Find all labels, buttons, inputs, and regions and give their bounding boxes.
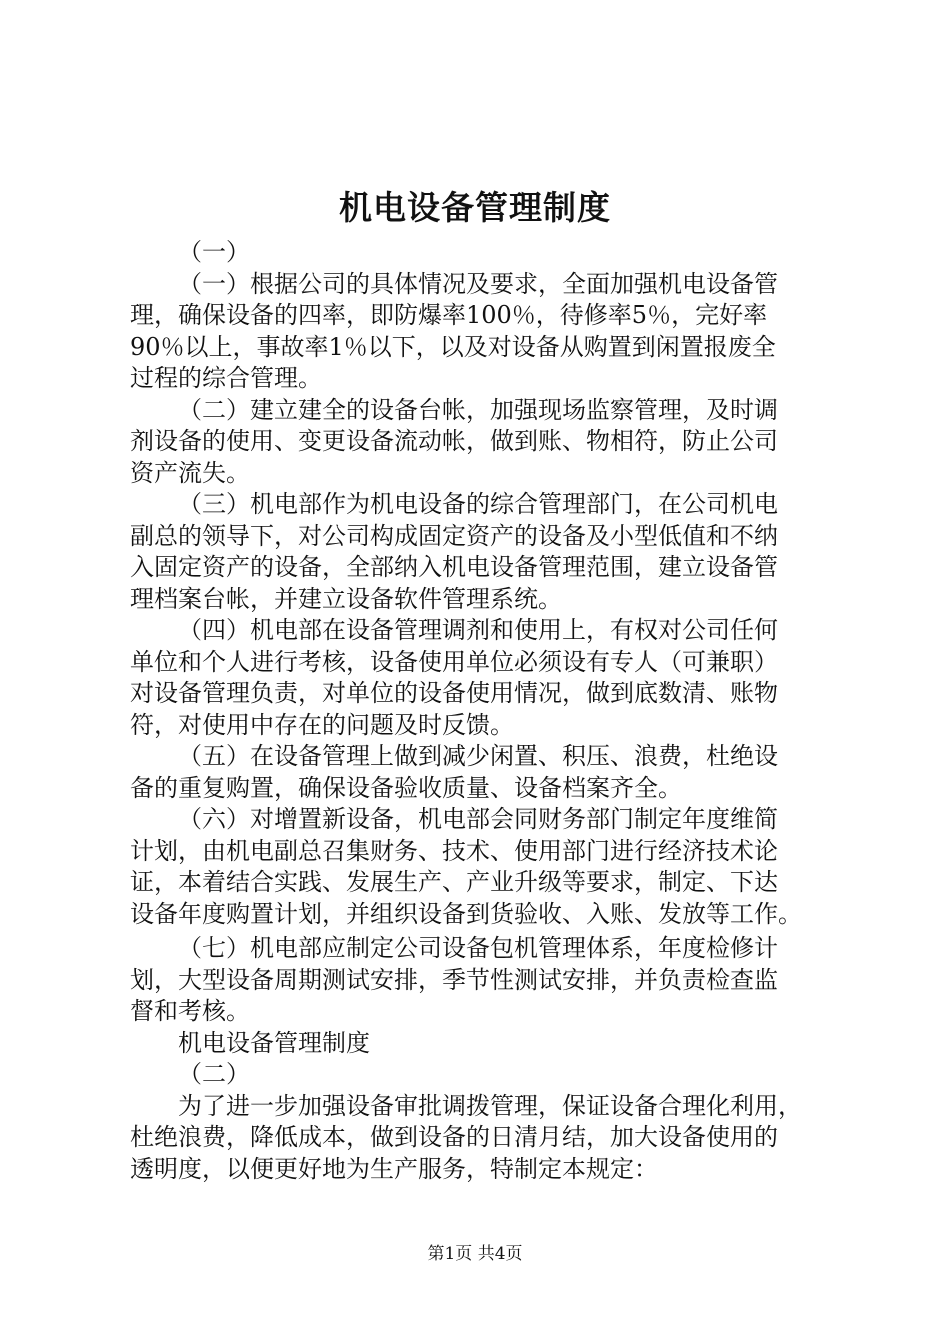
text-line: 机电设备管理制度 [178,1028,370,1057]
text-line: （三）机电部作为机电设备的综合管理部门，在公司机电 [178,490,778,518]
text-line: 督和考核。 [130,997,250,1025]
text-line: （六）对增置新设备，机电部会同财务部门制定年度维简 [178,805,778,833]
text-block [130,933,830,1185]
text-line: （四）机电部在设备管理调剂和使用上，有权对公司任何 [178,616,778,644]
text-line: 过程的综合管理。 [130,364,322,392]
text-line: （二） [178,1060,250,1088]
text-line: 备的重复购置，确保设备验收质量、设备档案齐全。 [130,773,682,802]
text-line: 资产流失。 [130,458,250,487]
text-line: 理档案台帐，并建立设备软件管理系统。 [130,584,562,613]
text-line: 单位和个人进行考核，设备使用单位必须设有专人（可兼职） [130,647,778,676]
text-line: 符，对使用中存在的问题及时反馈。 [130,710,514,739]
text-line: 杜绝浪费，降低成本，做到设备的日清月结，加大设备使用的 [130,1123,778,1151]
document-title: 机电设备管理制度 [339,188,611,227]
text-line: 理，确保设备的四率，即防爆率100％，待修率5％，完好率 [130,301,768,329]
text-line: 透明度，以便更好地为生产服务，特制定本规定： [130,1154,658,1183]
text-line: 90％以上，事故率1％以下，以及对设备从购置到闲置报废全 [130,332,776,361]
text-line: 剂设备的使用、变更设备流动帐，做到账、物相符，防止公司 [130,427,778,455]
text-line: 证，本着结合实践、发展生产、产业升级等要求，制定、下达 [130,868,778,896]
text-line: （五）在设备管理上做到减少闲置、积压、浪费，杜绝设 [178,742,778,770]
text-block [130,237,830,930]
text-line: 对设备管理负责，对单位的设备使用情况，做到底数清、账物 [130,679,778,707]
text-line: 计划，由机电副总召集财务、技术、使用部门进行经济技术论 [130,836,778,865]
text-line: 划，大型设备周期测试安排，季节性测试安排，并负责检查监 [130,965,778,994]
text-line: （七）机电部应制定公司设备包机管理体系，年度检修计 [178,934,778,962]
text-line: （二）建立建全的设备台帐，加强现场监察管理，及时调 [178,395,778,424]
text-line: （一） [178,238,250,266]
text-line: 副总的领导下，对公司构成固定资产的设备及小型低值和不纳 [130,521,778,550]
page-footer: 第1页 共4页 [427,1244,523,1264]
text-line: （一）根据公司的具体情况及要求，全面加强机电设备管 [178,269,778,298]
text-line: 入固定资产的设备，全部纳入机电设备管理范围，建立设备管 [130,553,778,581]
text-line: 设备年度购置计划，并组织设备到货验收、入账、发放等工作。 [130,899,802,928]
text-line: 为了进一步加强设备审批调拨管理，保证设备合理化利用， [178,1091,802,1120]
